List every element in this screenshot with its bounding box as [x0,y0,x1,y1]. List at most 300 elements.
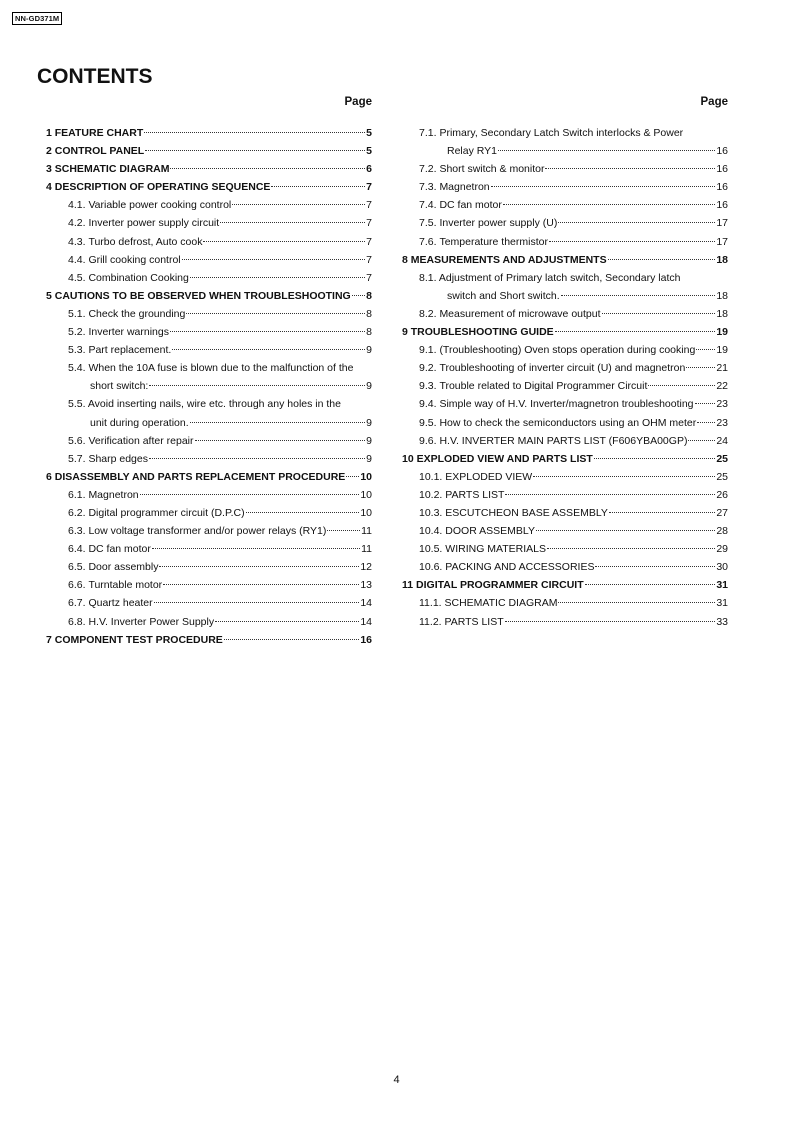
toc-entry-page: 7 [366,199,372,212]
toc-entry-line [402,540,728,558]
toc-entry-line [46,504,372,522]
toc-entry-title: Adjustment of Primary latch switch, Secondary latch [438,271,681,284]
toc-entry-number: 6.2. [68,506,86,519]
toc-entry-title: DISASSEMBLY AND PARTS REPLACEMENT PROCEDURE [54,470,346,483]
toc-entry[interactable] [46,269,372,287]
dot-leader [190,277,365,278]
toc-entry-page: 5 [366,145,372,158]
toc-entry[interactable] [402,504,728,522]
toc-entry-page: 33 [716,615,728,628]
toc-entry[interactable] [402,178,728,196]
toc-entry[interactable] [402,305,728,323]
toc-entry-line [402,377,728,395]
toc-entry-title: DC fan motor [88,543,151,556]
toc-entry[interactable] [402,160,728,178]
toc-entry-title-continued: Relay RY1 [447,145,497,158]
toc-entry-title-continued: short switch: [90,380,149,393]
toc-entry-number: 10.2. [419,488,443,501]
toc-entry-number: 10.5. [419,543,443,556]
toc-entry-title: Measurement of microwave output [439,307,601,320]
toc-entry-page: 14 [360,615,372,628]
toc-entry-number: 6.8. [68,615,86,628]
toc-entry-page: 30 [716,561,728,574]
toc-entry-number: 10 [402,452,414,465]
toc-entry-line [46,594,372,612]
toc-entry-number: 4.3. [68,235,86,248]
toc-entry-title: Sharp edges [88,452,148,465]
toc-entry-page: 7 [366,235,372,248]
toc-entry-page: 18 [716,307,728,320]
toc-entry-page: 7 [366,253,372,266]
toc-entry-title: DIGITAL PROGRAMMER CIRCUIT [416,579,584,592]
toc-entry-number: 5 [46,289,52,302]
dot-leader [594,458,716,459]
toc-entry-number: 9.5. [419,416,437,429]
toc-entry[interactable] [402,594,728,612]
toc-entry-title: ESCUTCHEON BASE ASSEMBLY [445,506,608,519]
toc-entry-line [46,287,372,305]
toc-entry[interactable] [402,323,728,341]
toc-entry-number: 6.5. [68,561,86,574]
toc-entry[interactable] [402,341,728,359]
toc-entry-line [46,142,372,160]
toc-entry-page: 7 [366,271,372,284]
toc-entry[interactable] [402,576,728,594]
toc-entry[interactable] [402,450,728,468]
toc-entry-page: 13 [360,579,372,592]
toc-entry-title: PARTS LIST [444,615,504,628]
toc-entry-line [46,251,372,269]
toc-entry-line [402,359,728,377]
toc-entry-page: 16 [716,145,728,158]
toc-entry-line [402,196,728,214]
toc-entry-number: 9.1. [419,344,437,357]
toc-entry-title: Turbo defrost, Auto cook [88,235,203,248]
toc-entry-title: SCHEMATIC DIAGRAM [444,597,558,610]
toc-entry-line [402,486,728,504]
toc-entry-number: 7.3. [419,181,437,194]
toc-entry-title: FEATURE CHART [54,127,144,139]
dot-leader [215,621,359,622]
toc-entry-title: Part replacement. [88,344,172,357]
toc-entry[interactable] [402,486,728,504]
toc-entry-number: 11 [402,579,414,592]
toc-entry-number: 5.5. [68,398,86,411]
toc-entry-number: 8 [402,253,408,266]
toc-entry-number: 4 [46,181,52,194]
toc-entry-line [402,142,728,160]
toc-entry-page: 11 [361,543,372,556]
dot-leader [498,150,715,151]
toc-entry-line [46,631,372,649]
toc-entry-page: 8 [366,289,372,302]
contents-column-left [46,94,372,649]
toc-entry-line [46,558,372,576]
dot-leader [608,259,716,260]
toc-entry-line [46,540,372,558]
toc-entry-number: 9 [402,326,408,339]
toc-entry-title: Turntable motor [88,579,163,592]
toc-entry-number: 3 [46,163,52,176]
toc-entry-number: 9.2. [419,362,437,375]
toc-entry-title: Primary, Secondary Latch Switch interlocks & Power [439,127,684,139]
toc-entry-title: DESCRIPTION OF OPERATING SEQUENCE [54,181,271,194]
toc-entry-title: Avoid inserting nails, wire etc. through any holes in the [87,398,341,411]
dot-leader [545,168,715,169]
page-column-header: Page [344,96,372,108]
dot-leader [686,367,715,368]
toc-entry[interactable] [46,359,372,395]
toc-entry-line [46,377,372,395]
toc-entry-line [402,558,728,576]
toc-entry-line [46,178,372,196]
toc-entry-page: 31 [716,579,728,592]
toc-entry-page: 29 [716,543,728,556]
dot-leader [697,422,715,423]
toc-entry[interactable] [46,486,372,504]
toc-entry-page: 9 [366,452,372,465]
dot-leader [533,476,715,477]
toc-entry-number: 10.4. [419,525,443,538]
toc-entry-line [402,450,728,468]
toc-entry-page: 7 [366,181,372,194]
toc-entry[interactable] [402,233,728,251]
toc-entry[interactable] [46,287,372,305]
toc-entry-page: 11 [361,525,372,538]
toc-entry-line [402,468,728,486]
toc-entry-number: 11.1. [419,597,442,610]
toc-entry-title: PACKING AND ACCESSORIES [445,561,595,574]
toc-entry-page: 16 [716,181,728,194]
toc-entry-page: 12 [360,561,372,574]
toc-entry-title: Troubleshooting of inverter circuit (U) and magnetron [439,362,686,375]
toc-entry-line [46,196,372,214]
toc-entry-page: 16 [716,163,728,176]
toc-entry-title: CONTROL PANEL [54,145,145,158]
toc-entry-line [46,269,372,287]
toc-entry-number: 5.3. [68,344,86,357]
toc-list-left [46,124,372,649]
toc-entry-number: 7.1. [419,127,437,139]
toc-entry-page: 19 [716,326,728,339]
dot-leader [163,584,359,585]
dot-leader [609,512,715,513]
toc-entry-number: 5.2. [68,326,86,339]
toc-entry-title: Trouble related to Digital Programmer Circuit [439,380,648,393]
toc-entry[interactable] [46,631,372,649]
toc-entry-page: 31 [716,597,728,610]
toc-entry-line [402,269,728,287]
toc-entry-title: Magnetron [88,488,139,501]
toc-entry[interactable] [402,269,728,305]
toc-entry[interactable] [46,142,372,160]
toc-entry[interactable] [402,558,728,576]
toc-entry-line [402,124,728,142]
toc-entry-number: 7.6. [419,235,437,248]
toc-entry-line [402,287,728,305]
dot-leader [149,385,365,386]
dot-leader [224,639,360,640]
toc-entry-page: 10 [360,488,372,501]
dot-leader [172,349,365,350]
toc-entry-title: Inverter power supply (U) [439,217,558,230]
toc-entry-title: COMPONENT TEST PROCEDURE [54,633,223,646]
toc-entry-number: 8.2. [419,307,437,320]
dot-leader [346,476,359,477]
toc-entry-page: 28 [716,525,728,538]
toc-entry[interactable] [46,233,372,251]
toc-entry[interactable] [46,305,372,323]
dot-leader [602,313,716,314]
toc-entry-title: Variable power cooking control [88,199,232,212]
toc-entry[interactable] [402,124,728,160]
toc-entry-page: 18 [716,289,728,302]
toc-entry-line [46,359,372,377]
toc-entry-page: 17 [716,217,728,230]
toc-entry[interactable] [46,395,372,431]
toc-entry[interactable] [46,214,372,232]
toc-entry[interactable] [46,576,372,594]
toc-entry-line [46,576,372,594]
toc-entry-line [402,504,728,522]
toc-entry[interactable] [402,395,728,413]
toc-entry-title: DOOR ASSEMBLY [445,525,535,538]
toc-entry-number: 10.1. [419,470,443,483]
toc-entry-page: 25 [716,452,728,465]
dot-leader [246,512,360,513]
dot-leader [159,566,359,567]
toc-entry[interactable] [402,522,728,540]
toc-entry-line [46,305,372,323]
toc-entry-title: DC fan motor [439,199,502,212]
toc-entry-line [46,124,372,142]
page-column-header: Page [700,96,728,108]
toc-entry[interactable] [46,594,372,612]
toc-entry-number: 7.4. [419,199,437,212]
toc-entry-title: TROUBLESHOOTING GUIDE [410,326,554,339]
toc-entry[interactable] [46,613,372,631]
toc-entry-page: 18 [716,253,728,266]
toc-entry-line [402,522,728,540]
toc-entry-title: SCHEMATIC DIAGRAM [54,163,170,176]
toc-entry-line [402,414,728,432]
dot-leader [558,602,715,603]
toc-entry-line [46,341,372,359]
dot-leader [505,494,715,495]
toc-entry[interactable] [402,540,728,558]
toc-entry-number: 1 [46,127,52,139]
toc-entry-line [46,486,372,504]
dot-leader [140,494,360,495]
toc-entry-line [402,341,728,359]
toc-entry-number: 11.2. [419,615,442,628]
dot-leader [203,241,365,242]
toc-entry-page: 25 [716,470,728,483]
toc-entry-page: 16 [716,199,728,212]
toc-entry-line [402,395,728,413]
toc-entry-title: Combination Cooking [88,271,189,284]
toc-entry-title: EXPLODED VIEW AND PARTS LIST [416,452,593,465]
toc-entry-line [46,160,372,178]
toc-entry-title: Temperature thermistor [439,235,548,248]
toc-entry-page: 23 [716,398,728,411]
toc-entry[interactable] [402,432,728,450]
toc-entry[interactable] [402,613,728,631]
toc-entry-number: 10.3. [419,506,443,519]
dot-leader [503,204,715,205]
toc-entry-number: 5.7. [68,452,86,465]
toc-entry[interactable] [402,196,728,214]
toc-entry[interactable] [46,160,372,178]
toc-entry-number: 6.1. [68,488,86,501]
toc-entry-line [46,450,372,468]
toc-entry-line [402,160,728,178]
dot-leader [152,548,360,549]
toc-entry-page: 8 [366,307,372,320]
toc-entry-line [402,323,728,341]
toc-entry[interactable] [46,178,372,196]
toc-entry-number: 7.5. [419,217,437,230]
toc-entry-line [402,432,728,450]
toc-entry[interactable] [46,450,372,468]
dot-leader [154,602,360,603]
toc-entry-line [46,323,372,341]
toc-entry-title: When the 10A fuse is blown due to the malfunction of the [88,362,354,375]
dot-leader [190,422,366,423]
toc-entry-line [402,305,728,323]
toc-entry-line [46,233,372,251]
toc-entry[interactable] [46,196,372,214]
toc-entry-title: H.V. INVERTER MAIN PARTS LIST (F606YBA00GP) [439,434,688,447]
toc-entry-line [46,613,372,631]
dot-leader [352,295,365,296]
toc-entry-page: 17 [716,235,728,248]
toc-entry-title: Short switch & monitor [439,163,545,176]
toc-entry-title: Grill cooking control [88,253,181,266]
dot-leader [232,204,365,205]
toc-entry-line [46,395,372,413]
toc-entry-number: 9.4. [419,398,437,411]
toc-entry-number: 6.7. [68,597,86,610]
page-number: 4 [393,1074,400,1086]
dot-leader [195,440,366,441]
toc-entry-title-continued: switch and Short switch. [447,289,560,302]
toc-entry-title: CAUTIONS TO BE OBSERVED WHEN TROUBLESHOOTING [54,289,351,302]
toc-entry-title: EXPLODED VIEW [445,470,533,483]
toc-entry[interactable] [402,468,728,486]
model-number-label: NN-GD371M [12,12,62,25]
toc-entry-page: 7 [366,217,372,230]
toc-entry[interactable] [46,468,372,486]
toc-entry-page: 10 [360,470,372,483]
toc-entry[interactable] [46,251,372,269]
toc-entry-number: 2 [46,145,52,158]
toc-entry[interactable] [46,558,372,576]
toc-entry[interactable] [46,323,372,341]
toc-entry-title: H.V. Inverter Power Supply [88,615,215,628]
toc-entry[interactable] [46,504,372,522]
toc-entry-title: How to check the semiconductors using an OHM meter [439,416,697,429]
toc-entry-page: 22 [716,380,728,393]
dot-leader [696,349,715,350]
toc-entry-number: 5.4. [68,362,86,375]
dot-leader [688,440,715,441]
toc-entry[interactable] [46,522,372,540]
dot-leader [648,385,715,386]
toc-entry-title: MEASUREMENTS AND ADJUSTMENTS [410,253,607,266]
dot-leader [558,222,715,223]
toc-entry-number: 6.4. [68,543,86,556]
toc-entry-number: 4.5. [68,271,86,284]
toc-entry[interactable] [46,124,372,142]
toc-entry[interactable] [402,377,728,395]
toc-entry[interactable] [46,540,372,558]
toc-entry-number: 7.2. [419,163,437,176]
toc-entry-number: 4.4. [68,253,86,266]
toc-entry-title: WIRING MATERIALS [445,543,547,556]
dot-leader [505,621,716,622]
toc-entry-page: 10 [360,506,372,519]
toc-entry-page: 6 [366,163,372,176]
dot-leader [170,168,365,169]
toc-entry-title: Check the grounding [88,307,186,320]
dot-leader [547,548,715,549]
toc-entry-page: 9 [366,380,372,393]
toc-entry-title: Simple way of H.V. Inverter/magnetron troubleshooting [439,398,694,411]
toc-entry-title: PARTS LIST [445,488,505,501]
toc-entry[interactable] [402,359,728,377]
dot-leader [144,132,365,133]
page-title: CONTENTS [37,65,153,88]
dot-leader [491,186,716,187]
toc-entry-page: 19 [716,344,728,357]
dot-leader [595,566,715,567]
dot-leader [585,584,716,585]
toc-entry-number: 4.1. [68,199,86,212]
toc-entry[interactable] [46,341,372,359]
dot-leader [271,186,365,187]
toc-entry-page: 27 [716,506,728,519]
toc-entry-number: 5.1. [68,307,86,320]
toc-entry-number: 5.6. [68,434,86,447]
toc-entry-title-continued: unit during operation. [90,416,189,429]
toc-entry[interactable] [402,214,728,232]
toc-entry-line [46,522,372,540]
toc-entry-title: Inverter power supply circuit [88,217,220,230]
contents-column-right [402,94,728,631]
toc-entry-number: 10.6. [419,561,443,574]
toc-entry-title: Magnetron [439,181,490,194]
toc-entry-page: 8 [366,326,372,339]
toc-entry-line [402,613,728,631]
dot-leader [561,295,716,296]
toc-entry-number: 6.6. [68,579,86,592]
dot-leader [536,530,715,531]
toc-entry[interactable] [402,251,728,269]
toc-entry-page: 23 [716,416,728,429]
toc-entry-page: 26 [716,488,728,501]
dot-leader [220,222,365,223]
toc-entry-page: 24 [716,434,728,447]
toc-entry-number: 9.6. [419,434,437,447]
toc-entry-page: 5 [366,127,372,139]
toc-entry[interactable] [46,432,372,450]
toc-entry-page: 14 [360,597,372,610]
dot-leader [182,259,366,260]
toc-entry[interactable] [402,414,728,432]
toc-entry-line [46,214,372,232]
toc-entry-line [402,576,728,594]
